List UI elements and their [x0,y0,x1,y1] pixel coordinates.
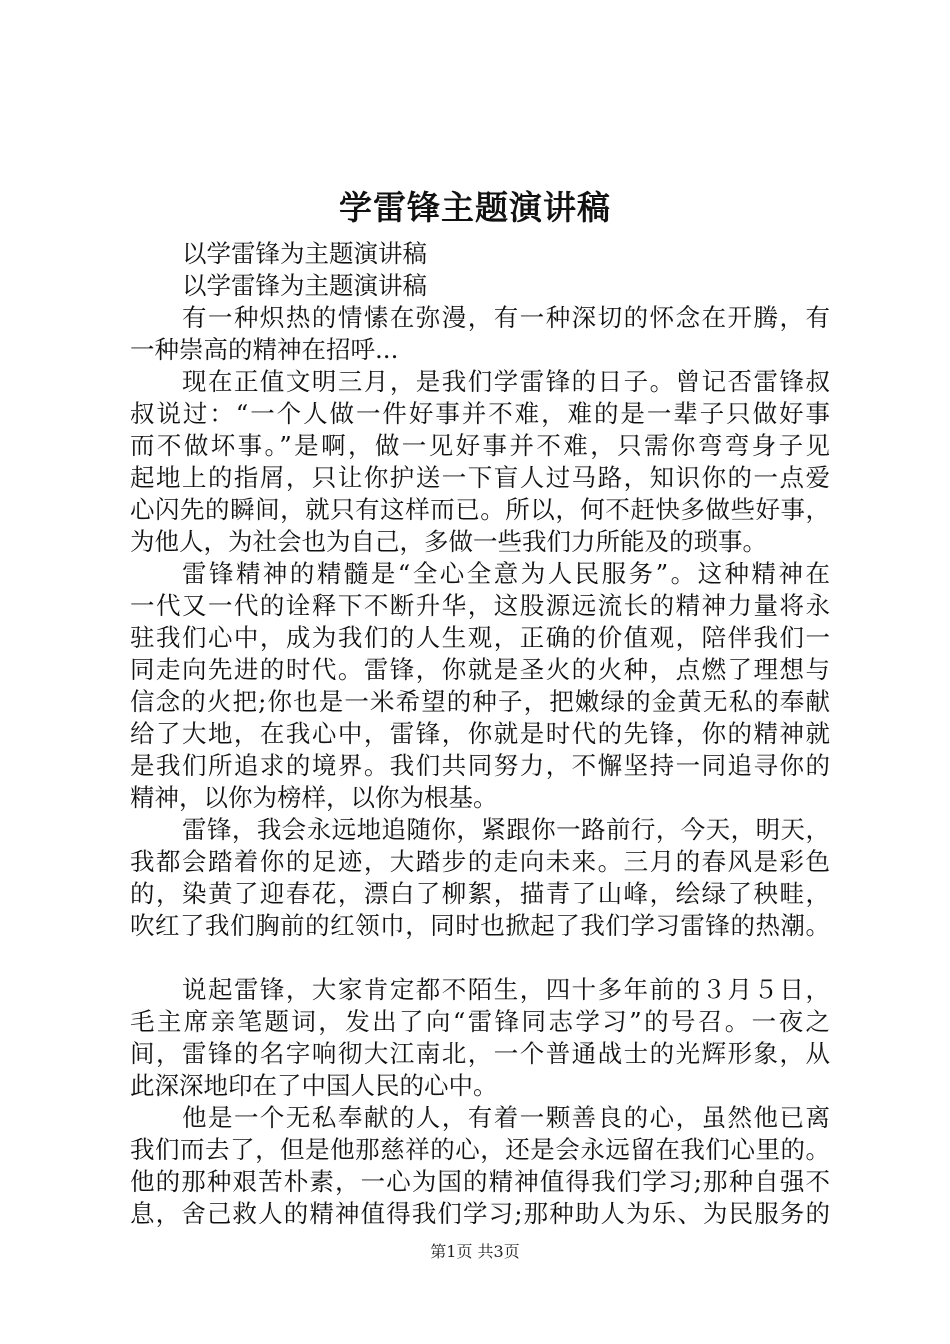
text-line: 我们而去了，但是他那慈祥的心，还是会永远留在我们心里的。 [130,1135,830,1164]
text-line: 是我们所追求的境界。我们共同努力，不懈坚持一同追寻你的 [130,751,830,780]
page-footer: 第1页 共3页 [430,1242,520,1261]
text-line: 他的那种艰苦朴素，一心为国的精神值得我们学习;那种自强不 [130,1167,830,1196]
text-line: 信念的火把;你也是一米希望的种子，把嫩绿的金黄无私的奉献 [130,687,830,716]
text-line: 一代又一代的诠释下不断升华，这股源远流长的精神力量将永 [130,591,830,620]
document-title: 学雷锋主题演讲稿 [339,188,611,227]
document-body [130,238,830,1230]
text-line: 起地上的指屑，只让你护送一下盲人过马路，知识你的一点爱 [130,463,830,492]
text-line: 有一种炽热的情愫在弥漫，有一种深切的怀念在开腾，有 [182,303,830,332]
text-line: 给了大地，在我心中，雷锋，你就是时代的先锋，你的精神就 [130,719,830,748]
text-line: 此深深地印在了中国人民的心中。 [130,1071,498,1100]
text-line: 精神，以你为榜样，以你为根基。 [130,783,498,812]
text-line: 驻我们心中，成为我们的人生观，正确的价值观，陪伴我们一 [130,623,830,652]
text-line: 说起雷锋，大家肯定都不陌生，四十多年前的３月５日， [182,975,830,1004]
text-line: 他是一个无私奉献的人，有着一颗善良的心，虽然他已离 [182,1103,830,1132]
text-line: 毛主席亲笔题词，发出了向“雷锋同志学习”的号召。一夜之 [130,1007,830,1036]
text-line: 以学雷锋为主题演讲稿 [182,239,427,268]
text-line: 现在正值文明三月，是我们学雷锋的日子。曾记否雷锋叔 [182,367,830,396]
text-line: 同走向先进的时代。雷锋，你就是圣火的火种，点燃了理想与 [130,655,830,684]
text-line: 一种崇高的精神在招呼... [130,335,399,364]
text-line: 吹红了我们胸前的红领巾，同时也掀起了我们学习雷锋的热潮。 [130,911,830,940]
text-line: 雷锋，我会永远地追随你，紧跟你一路前行，今天，明天， [182,815,830,844]
text-line: 雷锋精神的精髓是“全心全意为人民服务”。这种精神在 [182,559,830,588]
text-line: 我都会踏着你的足迹，大踏步的走向未来。三月的春风是彩色 [130,847,830,876]
text-line: 叔说过：“一个人做一件好事并不难，难的是一辈子只做好事 [130,399,830,428]
text-line: 间，雷锋的名字响彻大江南北，一个普通战士的光辉形象，从 [130,1039,830,1068]
text-line: 而不做坏事。”是啊，做一见好事并不难，只需你弯弯身子见 [130,431,830,460]
text-line: 息，舍己救人的精神值得我们学习;那种助人为乐、为民服务的 [130,1199,830,1228]
blank-line [130,942,830,974]
text-line: 以学雷锋为主题演讲稿 [182,271,427,300]
text-line: 的，染黄了迎春花，漂白了柳絮，描青了山峰，绘绿了秧畦， [130,879,830,908]
text-line: 心闪先的瞬间，就只有这样而已。所以，何不赶快多做些好事， [130,495,830,524]
text-line: 为他人，为社会也为自己，多做一些我们力所能及的琐事。 [130,527,767,556]
